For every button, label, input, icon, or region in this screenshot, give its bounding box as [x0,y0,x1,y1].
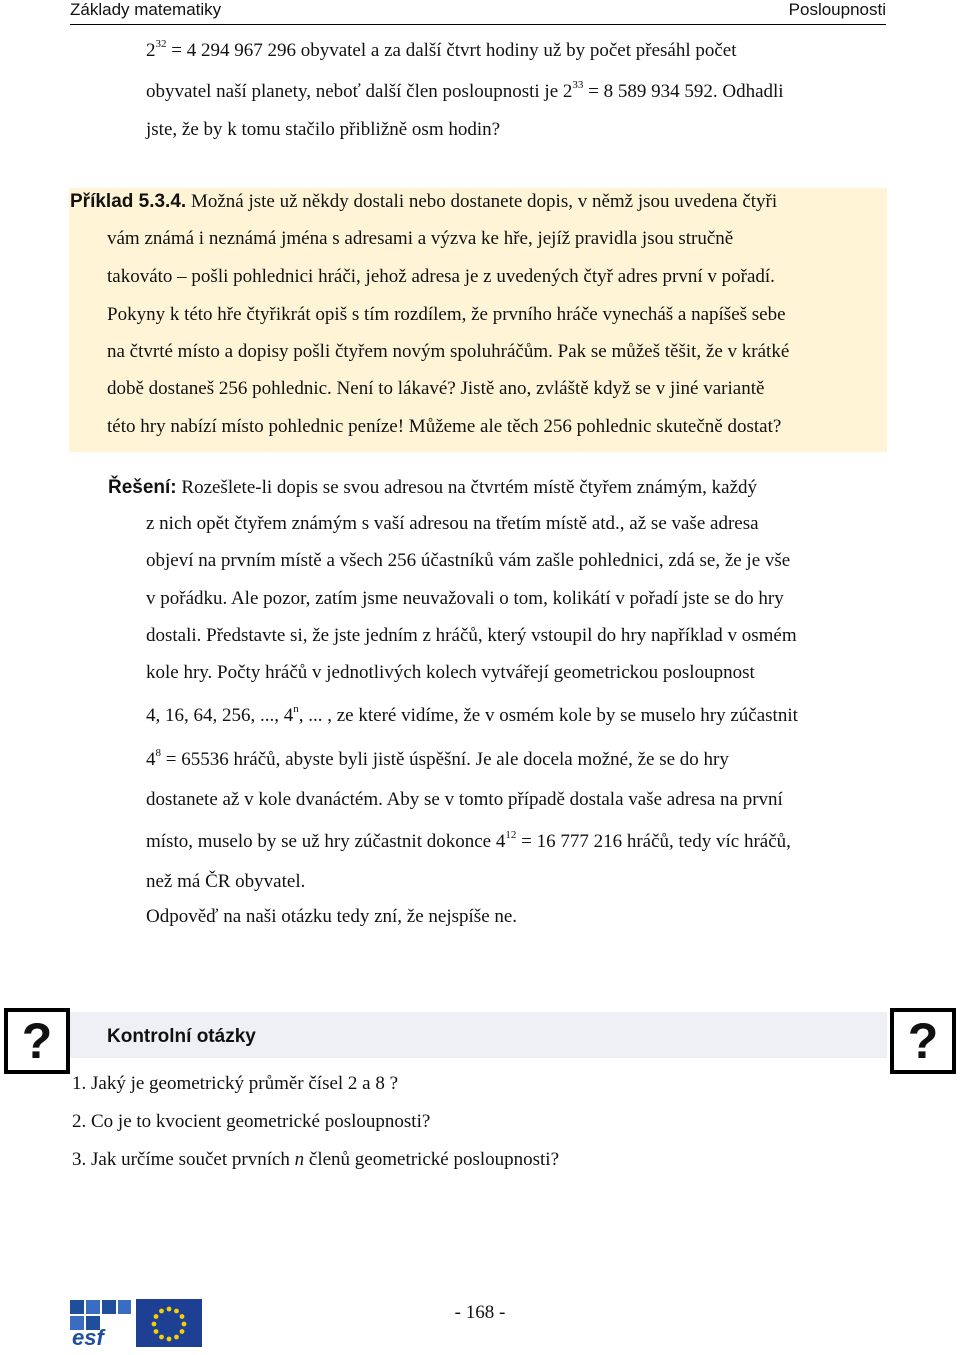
example-line-7: této hry nabízí místo pohlednic peníze! Můžeme ale těch 256 pohlednic skutečně dostat? [107,416,782,437]
solution-line-10: místo, muselo by se už hry zúčastnit dokonce $4^{12} = 16$ 777 216 hráčů, tedy víc hráčů, [146,829,791,852]
example-label: Příklad 5.3.4. [70,191,187,212]
solution-line-1: Řešení: Rozešlete-li dopis se svou adresou na čtvrtém místě čtyřem známým, každý [108,477,758,498]
example-line-1: Příklad 5.3.4. Možná jste už někdy dostali nebo dostanete dopis, v němž jsou uvedena čtyři [70,191,778,212]
example-line-3: takováto – pošli pohlednici hráči, jehož adresa je z uvedených čtyř adres první v pořadí. [107,266,775,287]
page-header [70,0,886,25]
question-mark-icon: ? [4,1008,70,1074]
header-title: Základy matematiky [70,0,222,19]
solution-label: Řešení: [108,477,177,498]
example-line-2: vám známá i neznámá jména s adresami a výzva ke hře, jejíž pravidla jsou stručně [107,228,734,249]
solution-line-3: objeví na prvním místě a všech 256 účastníků vám zašle pohlednici, zdá se, že je vše [146,550,791,571]
example-line-5: na čtvrté místo a dopisy pošli čtyřem novým spoluhráčům. Pak se můžeš těšit, že v krátké [107,341,790,362]
question-1: 1. Jaký je geometrický průměr čísel 2 a 8 ? [72,1073,399,1094]
question-2: 2. Co je to kvocient geometrické posloupnosti? [72,1111,431,1132]
page-number: - 168 - [454,1302,506,1323]
solution-answer: Odpověď na naši otázku tedy zní, že nejspíše ne. [146,906,518,927]
intro-line-1: $2^{32} = 4$ 294 967 296 obyvatel a za další čtvrt hodiny už by počet přesáhl počet [146,38,737,61]
question-3: 3. Jak určíme součet prvních n členů geometrické posloupnosti? [72,1149,560,1170]
solution-line-6: kole hry. Počty hráčů v jednotlivých kolech vytvářejí geometrickou posloupnost [146,662,755,683]
questions-title: Kontrolní otázky [107,1026,256,1047]
intro-line-3: jste, že by k tomu stačilo přibližně osm hodin? [146,119,501,140]
svg-text:esf: esf [72,1325,104,1349]
solution-line-9: dostanete až v kole dvanáctém. Aby se v tomto případě dostala vaše adresa na první [146,789,783,810]
solution-line-4: v pořádku. Ale pozor, zatím jsme neuvažovali o tom, kolikátí v pořadí jste se do hry [146,588,784,609]
solution-line-2: z nich opět čtyřem známým s vaší adresou na třetím místě atd., až se vaše adresa [146,513,759,534]
intro-line-2: obyvatel naší planety, neboť další člen posloupnosti je $2^{33} = 8$ 589 934 592. Odhadli [146,79,784,102]
solution-line-5: dostali. Představte si, že jste jedním z hráčů, který vstoupil do hry například v osmém [146,625,797,646]
solution-line-8: $4^8 = 65536$ hráčů, abyste byli jistě úspěšní. Je ale docela možné, že se do hry [146,747,729,770]
solution-line-11: než má ČR obyvatel. [146,871,306,892]
example-line-6: době dostaneš 256 pohlednic. Není to lákavé? Jistě ano, zvláště když se v jiné variantě [107,378,765,399]
example-line-4: Pokyny k této hře čtyřikrát opiš s tím rozdílem, že prvního hráče vynecháš a napíšeš sebe [107,304,786,325]
header-section: Posloupnosti [788,0,886,19]
question-mark-icon: ? [890,1008,956,1074]
solution-sequence-line: 4, 16, 64, 256, ..., 4$^n$, ... , ze které vidíme, že v osmém kole by se muselo hry zúčastnit [146,703,798,726]
